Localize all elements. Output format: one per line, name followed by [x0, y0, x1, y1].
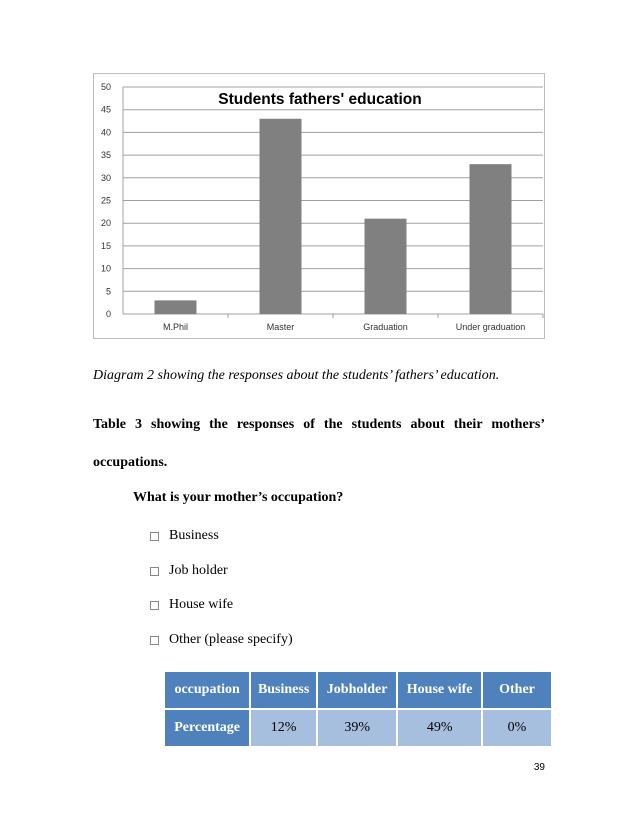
table-header-cell: occupation	[164, 671, 250, 709]
option-item	[150, 597, 293, 632]
table-header-row	[164, 671, 552, 709]
table-heading: Table 3 showing the responses of the students about their mothers’ occupations.	[93, 417, 545, 470]
chart-title: Students fathers' education	[218, 91, 422, 108]
y-tick-label: 45	[100, 104, 111, 115]
bar	[155, 300, 197, 314]
checkbox-icon	[150, 601, 159, 610]
table-header-cell: Jobholder	[317, 671, 397, 709]
table-cell: 39%	[317, 709, 397, 747]
option-item	[150, 632, 293, 667]
option-label: Other (please specify)	[169, 631, 293, 647]
table-header-cell: Business	[250, 671, 317, 709]
occupation-table	[163, 670, 553, 748]
y-tick-label: 5	[105, 286, 111, 297]
table-header-cell: House wife	[397, 671, 482, 709]
y-tick-label: 35	[100, 150, 111, 161]
diagram-caption: Diagram 2 showing the responses about the students’ fathers’ education.	[93, 368, 500, 383]
y-tick-label: 0	[105, 309, 111, 319]
bar	[470, 164, 512, 314]
y-tick-label: 20	[100, 218, 111, 229]
survey-question: What is your mother’s occupation?	[133, 490, 344, 505]
table-header-cell: Other	[482, 671, 552, 709]
option-item	[150, 563, 293, 598]
option-label: Business	[169, 528, 219, 543]
y-tick-label: 15	[100, 240, 111, 251]
option-label: Job holder	[169, 562, 228, 578]
checkbox-icon	[150, 532, 159, 541]
table-cell: 12%	[250, 709, 317, 747]
x-tick-label: Under graduation	[455, 322, 526, 332]
checkbox-icon	[150, 567, 159, 576]
bar	[365, 219, 407, 314]
x-tick-label: Graduation	[363, 322, 408, 332]
x-tick-label: M.Phil	[162, 322, 189, 332]
option-label: House wife	[169, 597, 234, 612]
option-item	[150, 528, 293, 563]
page-number: 39	[533, 762, 545, 773]
option-list	[150, 528, 293, 666]
table-row-label: Percentage	[164, 709, 250, 747]
y-tick-label: 10	[100, 263, 111, 274]
table-cell: 0%	[482, 709, 552, 747]
y-tick-label: 40	[100, 127, 111, 138]
table-row	[164, 709, 552, 747]
y-tick-label: 25	[100, 195, 111, 206]
bar	[260, 119, 302, 314]
y-tick-label: 30	[100, 172, 111, 183]
table-cell: 49%	[397, 709, 482, 747]
x-tick-label: Master	[266, 322, 295, 332]
y-tick-label: 50	[100, 82, 111, 92]
chart-canvas	[94, 74, 546, 340]
checkbox-icon	[150, 636, 159, 645]
bar-chart	[93, 73, 545, 339]
